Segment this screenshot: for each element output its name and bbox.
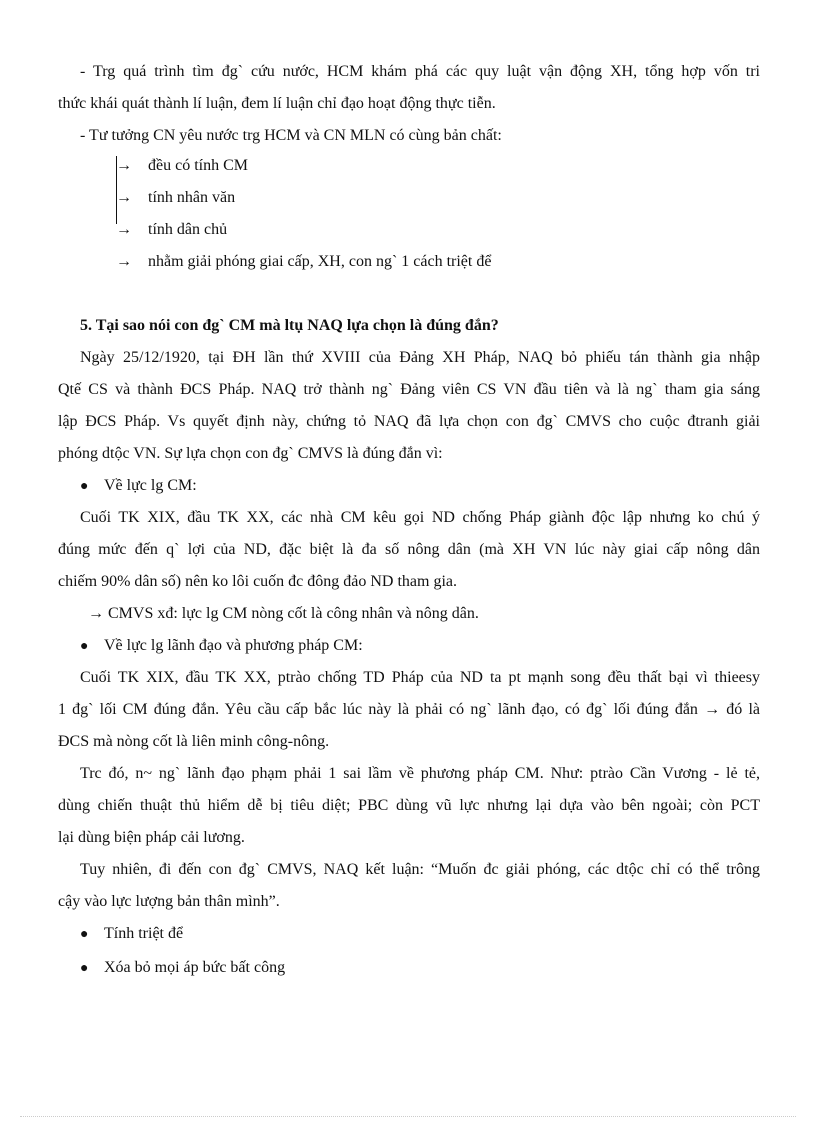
bullet-label: Xóa bỏ mọi áp bức bất công <box>104 959 286 976</box>
text-line: dùng chiến thuật thủ hiểm dễ bị tiêu diệt; PBC dùng vũ lực nhưng lại dựa vào bên ngoài; còn PCT <box>58 797 760 814</box>
text-line: cậy vào lực lượng bản thân mình”. <box>58 893 280 910</box>
text-line: - Tư tưởng CN yêu nước trg HCM và CN MLN có cùng bản chất: <box>80 127 502 144</box>
arrow-right-icon: → <box>116 253 132 270</box>
arrow-right-icon: → <box>116 189 132 206</box>
text-line: Qtế CS và thành ĐCS Pháp. NAQ trở thành ng` Đảng viên CS VN đầu tiên và là ng` tham gia sáng <box>58 381 760 398</box>
bullet-icon: ● <box>80 961 89 976</box>
text-line: Ngày 25/12/1920, tại ĐH lần thứ XVIII của Đảng XH Pháp, NAQ bỏ phiếu tán thành gia nhập <box>80 349 760 366</box>
paragraph-history <box>58 342 760 470</box>
bullet-item <box>80 918 183 951</box>
text-line: Tuy nhiên, đi đến con đg` CMVS, NAQ kết luận: “Muốn đc giải phóng, các dtộc chỉ có thể trông <box>80 861 760 878</box>
text-line: phóng dtộc VN. Sự lựa chọn con đg` CMVS là đúng đắn vì: <box>58 445 443 462</box>
essence-item <box>116 182 235 214</box>
paragraph-force <box>58 502 760 598</box>
text-line: Trc đó, n~ ng` lãnh đạo phạm phải 1 sai lầm về phương pháp CM. Như: ptrào Cần Vương - lẻ tẻ, <box>80 765 760 782</box>
essence-item-label: tính nhân văn <box>148 189 236 206</box>
bullet-label: Tính triệt để <box>104 925 184 942</box>
essence-item <box>116 214 227 246</box>
text-line: 1 đg` lối CM đúng đắn. Yêu cầu cấp bắc lúc này là phải có ng` lãnh đạo, có đg` lối đúng đắn → đó là <box>58 701 760 718</box>
text-line: chiếm 90% dân số) nên ko lôi cuốn đc đông đảo ND tham gia. <box>58 573 458 590</box>
bullet-item <box>80 952 285 985</box>
essence-item <box>116 150 248 182</box>
conclusion-note: → CMVS xđ: lực lg CM nòng cốt là công nhân và nông dân. <box>88 605 479 622</box>
paragraph-research <box>58 56 760 120</box>
essence-item-label: nhằm giải phóng giai cấp, XH, con ng` 1 cách triệt để <box>148 253 492 270</box>
text-line: Cuối TK XIX, đầu TK XX, ptrào chống TD Pháp của ND ta pt mạnh song đều thất bại vì thieesy <box>80 669 760 686</box>
page-footer-divider <box>20 1116 796 1117</box>
paragraph-leadership <box>58 662 760 758</box>
bullet-icon: ● <box>80 639 89 654</box>
text-line: Cuối TK XIX, đầu TK XX, các nhà CM kêu gọi ND chống Pháp giành độc lập nhưng ko chú ý <box>80 509 760 526</box>
section-heading: 5. Tại sao nói con đg` CM mà ltụ NAQ lựa chọn là đúng đắn? <box>80 317 499 334</box>
paragraph-conclusion <box>58 854 760 918</box>
bullet-item <box>80 630 363 663</box>
bullet-label: Về lực lg CM: <box>104 477 197 494</box>
text-line: - Trg quá trình tìm đg` cứu nước, HCM khám phá các quy luật vận động XH, tổng hợp vốn tri <box>80 63 760 80</box>
paragraph-methods <box>58 758 760 854</box>
text-line: lập ĐCS Pháp. Vs quyết định này, chứng tỏ NAQ đã lựa chọn con đg` CMVS cho cuộc đtranh giải <box>58 413 760 430</box>
bullet-label: Về lực lg lãnh đạo và phương pháp CM: <box>104 637 363 654</box>
text-line: lại dùng biện pháp cải lương. <box>58 829 245 846</box>
paragraph-essence-intro <box>58 120 760 152</box>
text-line: ĐCS mà nòng cốt là liên minh công-nông. <box>58 733 330 750</box>
bullet-icon: ● <box>80 927 89 942</box>
bullet-item <box>80 470 197 503</box>
text-line: thức khái quát thành lí luận, đem lí luận chỉ đạo hoạt động thực tiễn. <box>58 95 496 112</box>
arrow-right-icon: → <box>116 221 132 238</box>
essence-item-label: đều có tính CM <box>148 157 248 174</box>
essence-item <box>116 246 491 278</box>
arrow-right-icon: → <box>116 157 132 174</box>
essence-item-label: tính dân chủ <box>148 221 228 238</box>
bullet-icon: ● <box>80 479 89 494</box>
text-line: đúng mức đến q` lợi của ND, đặc biệt là đa số nông dân (mà XH VN lúc này giai cấp nông dân <box>58 541 760 558</box>
